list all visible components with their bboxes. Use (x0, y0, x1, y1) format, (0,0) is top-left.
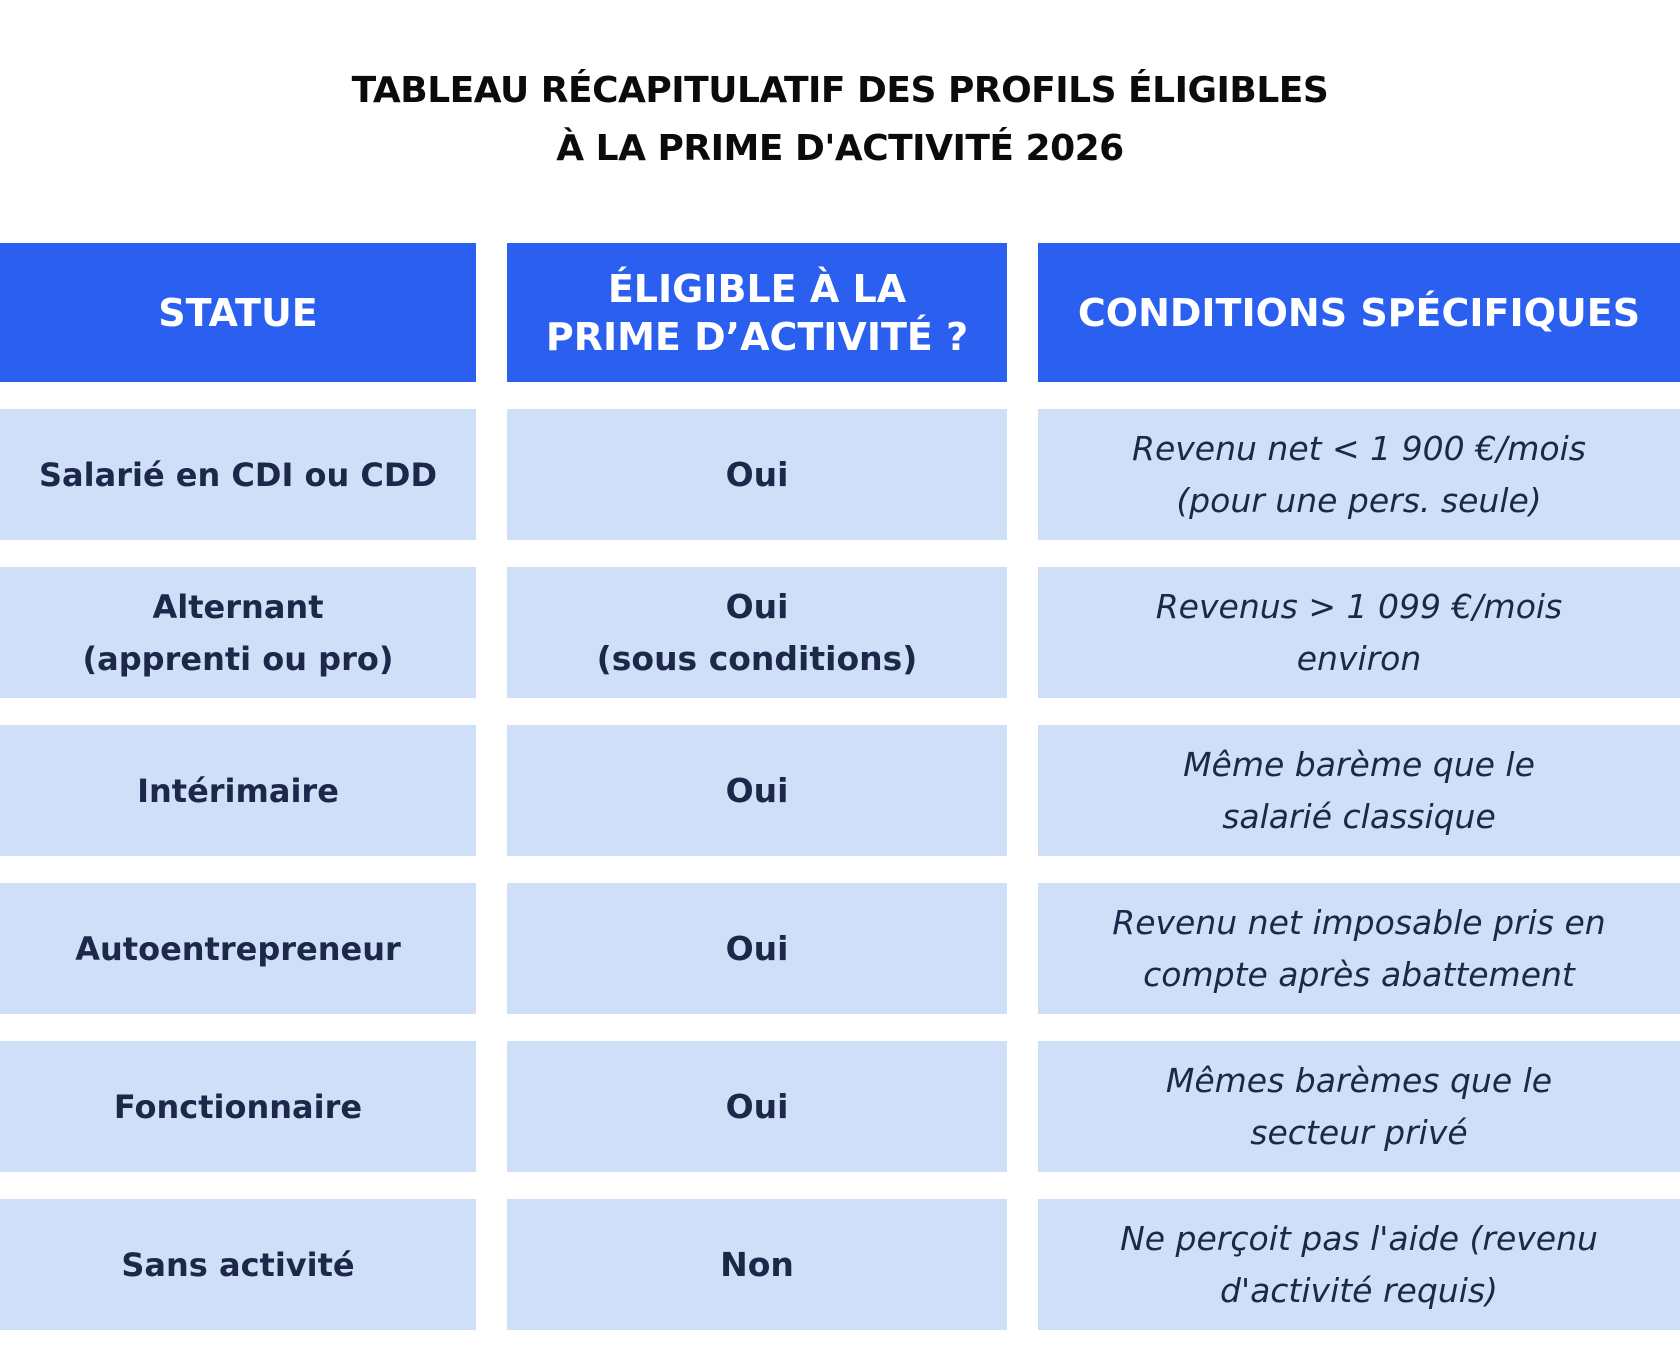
title-line-2: À LA PRIME D'ACTIVITÉ 2026 (556, 128, 1124, 169)
header-eligible: ÉLIGIBLE À LA PRIME D’ACTIVITÉ ? (507, 243, 1007, 382)
row-3-statue: Intérimaire (0, 725, 476, 856)
summary-table (0, 243, 1680, 1330)
row-4-eligible: Oui (507, 883, 1007, 1014)
row-4-conditions: Revenu net imposable pris en compte après abattement (1038, 883, 1680, 1014)
row-3-eligible: Oui (507, 725, 1007, 856)
row-6-conditions: Ne perçoit pas l'aide (revenu d'activité requis) (1038, 1199, 1680, 1330)
title-line-1: TABLEAU RÉCAPITULATIF DES PROFILS ÉLIGIBLES (351, 70, 1329, 111)
row-5-statue: Fonctionnaire (0, 1041, 476, 1172)
row-2-eligible: Oui (sous conditions) (507, 567, 1007, 698)
row-5-conditions: Mêmes barèmes que le secteur privé (1038, 1041, 1680, 1172)
row-1-conditions: Revenu net < 1 900 €/mois (pour une pers. seule) (1038, 409, 1680, 540)
page-title (0, 62, 1680, 178)
header-statue: STATUE (0, 243, 476, 382)
row-6-eligible: Non (507, 1199, 1007, 1330)
row-2-statue: Alternant (apprenti ou pro) (0, 567, 476, 698)
row-5-eligible: Oui (507, 1041, 1007, 1172)
header-conditions: CONDITIONS SPÉCIFIQUES (1038, 243, 1680, 382)
row-1-eligible: Oui (507, 409, 1007, 540)
row-6-statue: Sans activité (0, 1199, 476, 1330)
row-4-statue: Autoentrepreneur (0, 883, 476, 1014)
row-1-statue: Salarié en CDI ou CDD (0, 409, 476, 540)
row-2-conditions: Revenus > 1 099 €/mois environ (1038, 567, 1680, 698)
row-3-conditions: Même barème que le salarié classique (1038, 725, 1680, 856)
